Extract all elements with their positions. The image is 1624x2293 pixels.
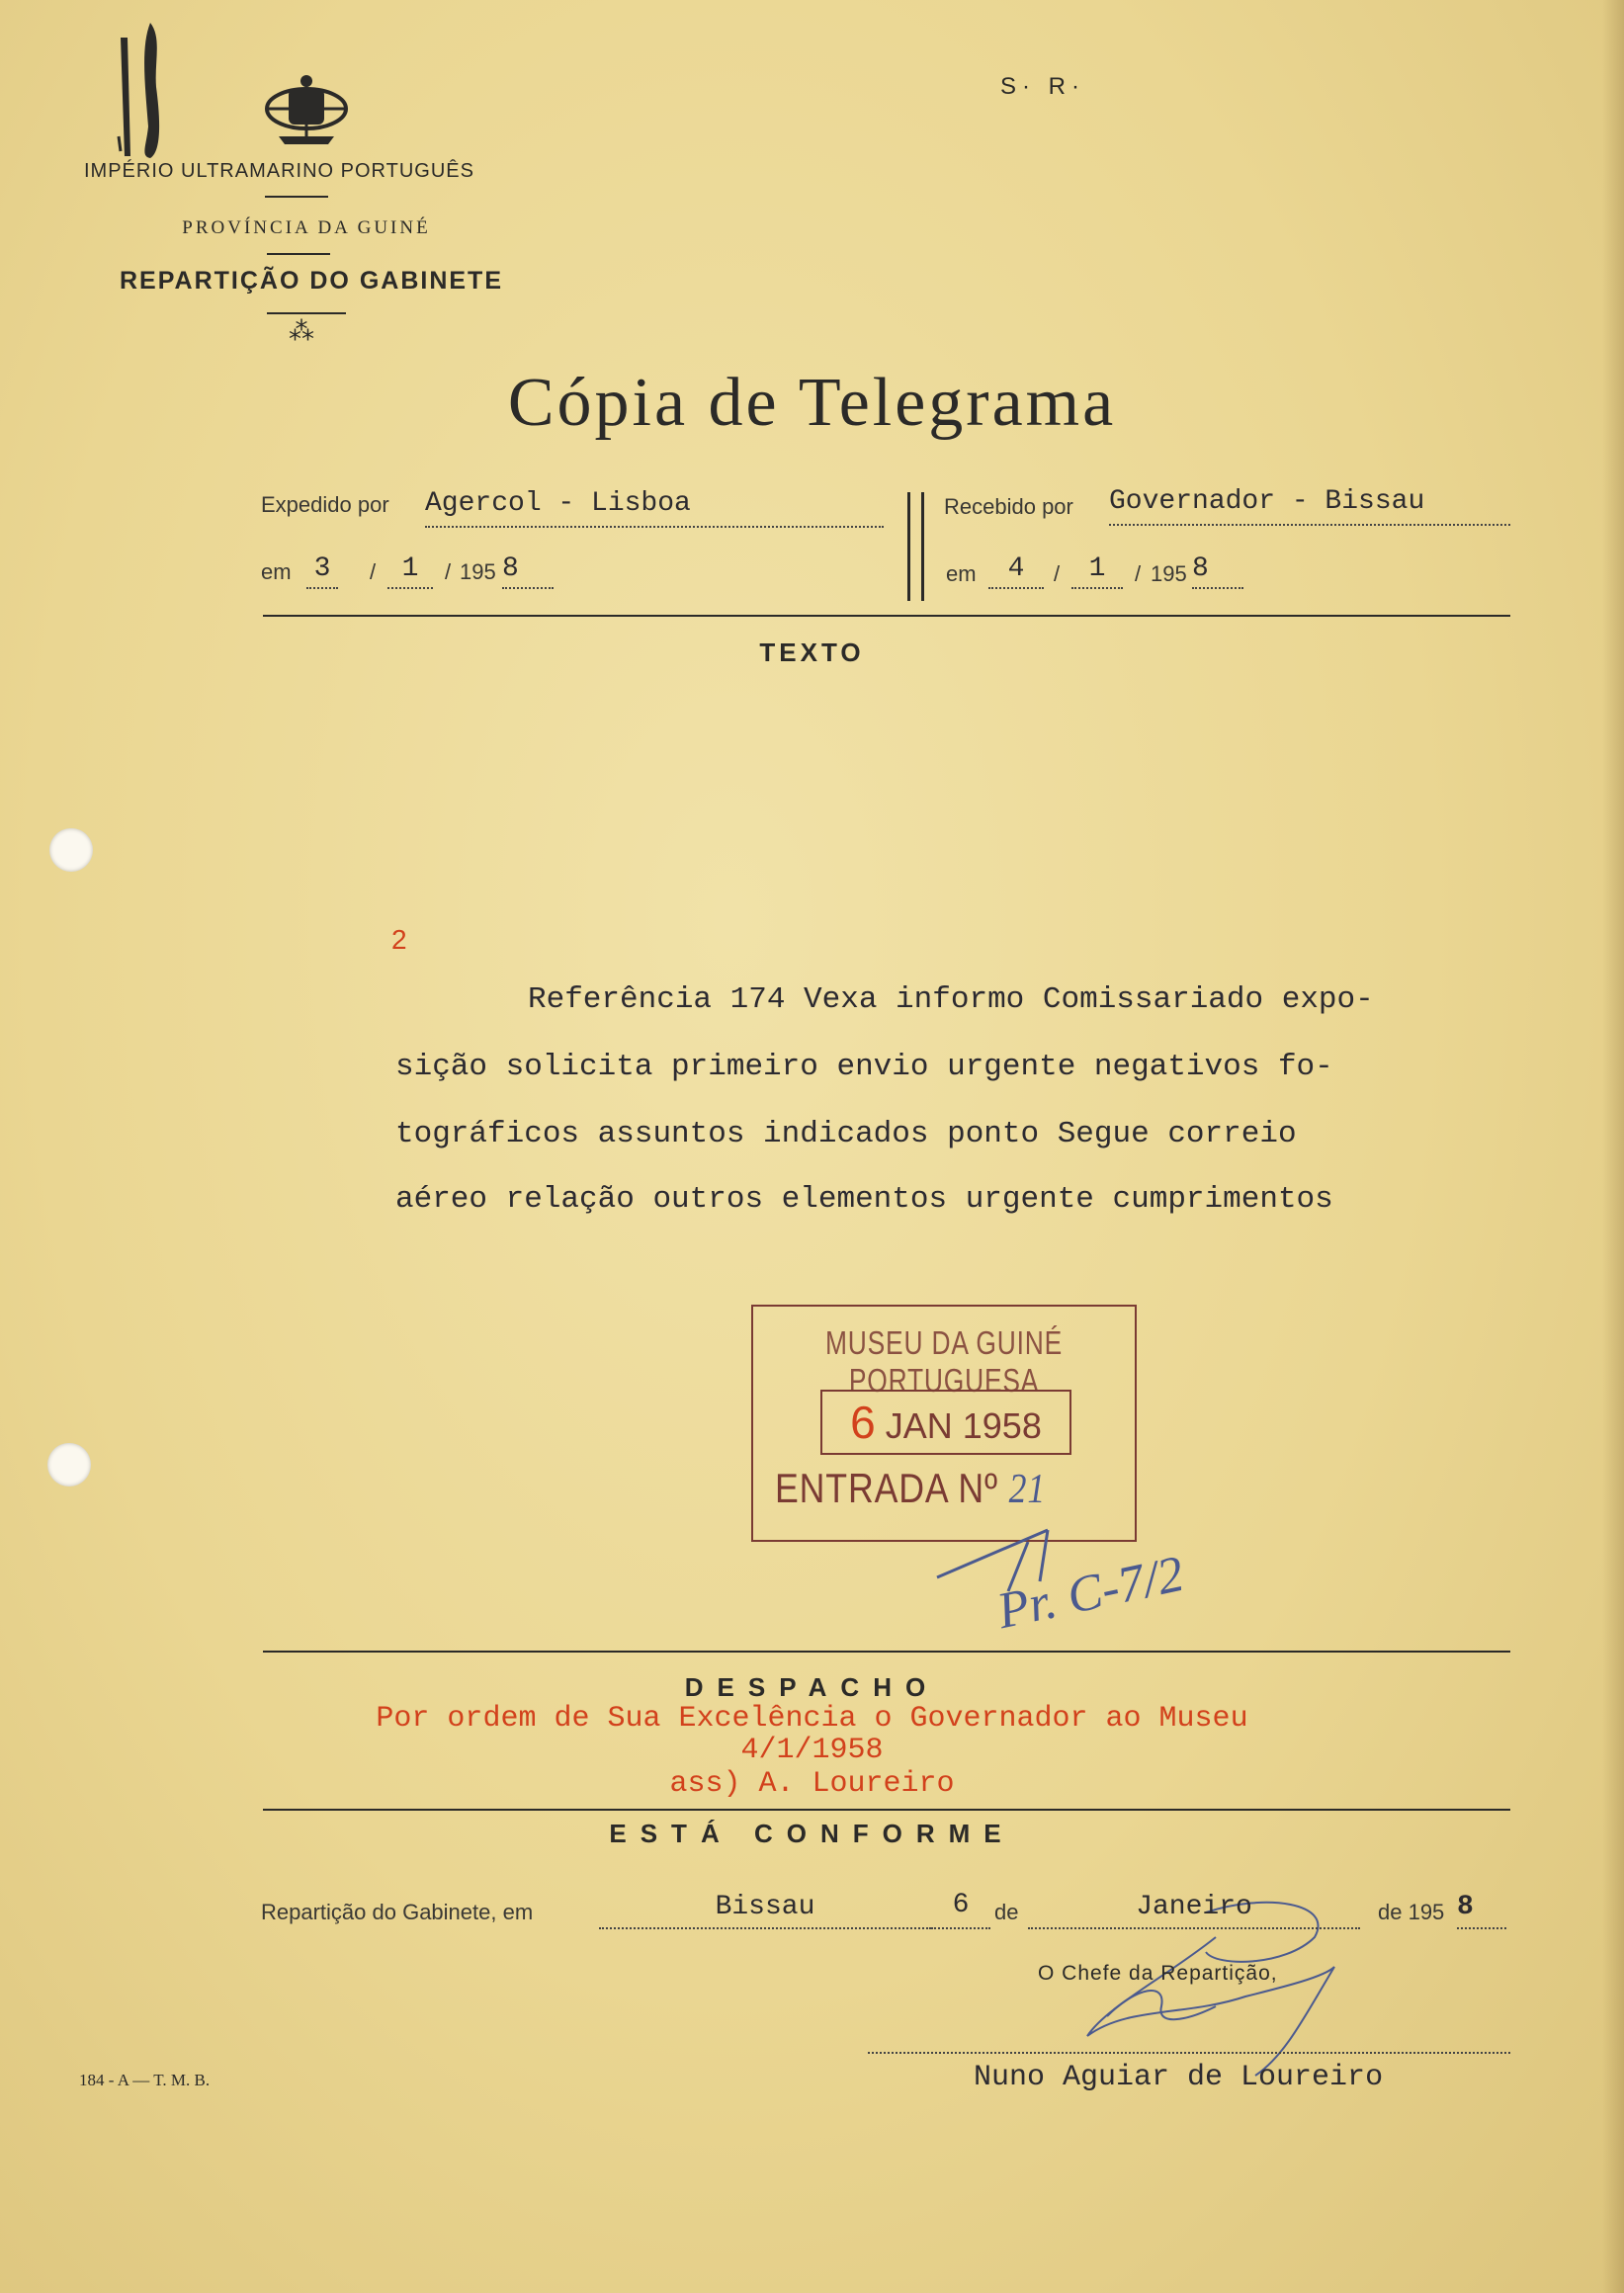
stamp-date-day: 6 xyxy=(850,1397,876,1448)
reference-number: 2 xyxy=(391,924,407,955)
punch-hole-top xyxy=(49,828,93,872)
receiver-month: 1 xyxy=(1071,553,1123,589)
conforme-heading: ESTÁ CONFORME xyxy=(609,1819,1015,1848)
sender-label: Expedido por xyxy=(261,492,389,517)
sr-mark: S· R· xyxy=(1000,73,1085,100)
column-divider xyxy=(907,492,910,601)
despacho-order: Por ordem de Sua Excelência o Governador ao Museu xyxy=(376,1702,1248,1736)
coat-of-arms-icon xyxy=(259,71,354,148)
section-rule xyxy=(263,1809,1510,1811)
stamp-entry-label xyxy=(775,1465,1046,1513)
header-rule xyxy=(267,312,346,314)
conforme-year-label: de 195 xyxy=(1378,1900,1445,1924)
paper-edge-shadow xyxy=(1602,0,1624,2293)
conforme-year-suffix: 8 xyxy=(1457,1892,1506,1929)
sender-date-label: em xyxy=(261,559,292,584)
signer-name: Nuno Aguiar de Loureiro xyxy=(974,2061,1384,2094)
date-separator: / xyxy=(370,559,377,584)
telegram-text-line: tográficos assuntos indicados ponto Segue correio xyxy=(395,1117,1297,1151)
section-rule xyxy=(263,1651,1510,1653)
date-separator: / xyxy=(1135,561,1142,586)
despacho-date: 4/1/1958 xyxy=(740,1734,884,1767)
receiver-year-prefix: 195 xyxy=(1151,561,1187,586)
receiver-year-suffix: 8 xyxy=(1192,553,1243,589)
telegram-text-line: Referência 174 Vexa informo Comissariado expo- xyxy=(528,982,1374,1017)
conforme-de: de xyxy=(994,1900,1019,1924)
stamp-date-box xyxy=(820,1390,1071,1455)
date-separator: / xyxy=(1054,561,1061,586)
document-title: Cópia de Telegrama xyxy=(507,365,1117,441)
conforme-month: Janeiro xyxy=(1028,1892,1360,1929)
stamp-entry-number: 21 xyxy=(1008,1467,1047,1512)
sender-year-suffix: 8 xyxy=(502,553,554,589)
telegram-text-line: aéreo relação outros elementos urgente cumprimentos xyxy=(395,1182,1333,1217)
text-heading: TEXTO xyxy=(759,637,865,667)
despacho-signature: ass) A. Loureiro xyxy=(669,1767,955,1801)
handwritten-file-reference: Pr. C-7/2 xyxy=(992,1545,1189,1641)
date-separator: / xyxy=(445,559,452,584)
conforme-place: Bissau xyxy=(599,1892,931,1929)
sender-name: Agercol - Lisboa xyxy=(425,488,884,528)
receiver-date-label: em xyxy=(946,561,977,586)
receiver-label: Recebido por xyxy=(944,494,1073,519)
province-name: PROVÍNCIA DA GUINÉ xyxy=(182,217,431,238)
receiver-day: 4 xyxy=(988,553,1044,589)
receiver-name: Governador - Bissau xyxy=(1109,486,1510,526)
stamp-museum-name: MUSEU DA GUINÉ PORTUGUESA xyxy=(824,1324,1064,1399)
chief-title: O Chefe da Repartição, xyxy=(1038,1962,1278,1985)
conforme-day: 6 xyxy=(931,1890,990,1929)
form-code: 184 - A — T. M. B. xyxy=(79,2071,211,2089)
stamp-entry-text: ENTRADA Nº xyxy=(775,1465,998,1511)
ink-mark-icon xyxy=(111,8,180,166)
telegram-text-line: sição solicita primeiro envio urgente negativos fo- xyxy=(395,1050,1333,1084)
sender-month: 1 xyxy=(387,553,433,589)
header-rule xyxy=(265,196,328,198)
stamp-date-rest: JAN 1958 xyxy=(885,1405,1042,1446)
empire-name: IMPÉRIO ULTRAMARINO PORTUGUÊS xyxy=(84,160,474,182)
sender-year-prefix: 195 xyxy=(460,559,496,584)
header-rule xyxy=(267,253,330,255)
section-rule xyxy=(263,615,1510,617)
header-ornament: ⁂ xyxy=(289,316,314,346)
signature-line xyxy=(868,2052,1510,2054)
column-divider xyxy=(921,492,924,601)
sender-day: 3 xyxy=(306,553,338,589)
despacho-heading: DESPACHO xyxy=(684,1672,940,1702)
conforme-place-label: Repartição do Gabinete, em xyxy=(261,1900,534,1924)
department-name: REPARTIÇÃO DO GABINETE xyxy=(120,267,503,295)
punch-hole-bottom xyxy=(47,1443,91,1486)
museum-entry-stamp xyxy=(751,1305,1137,1542)
